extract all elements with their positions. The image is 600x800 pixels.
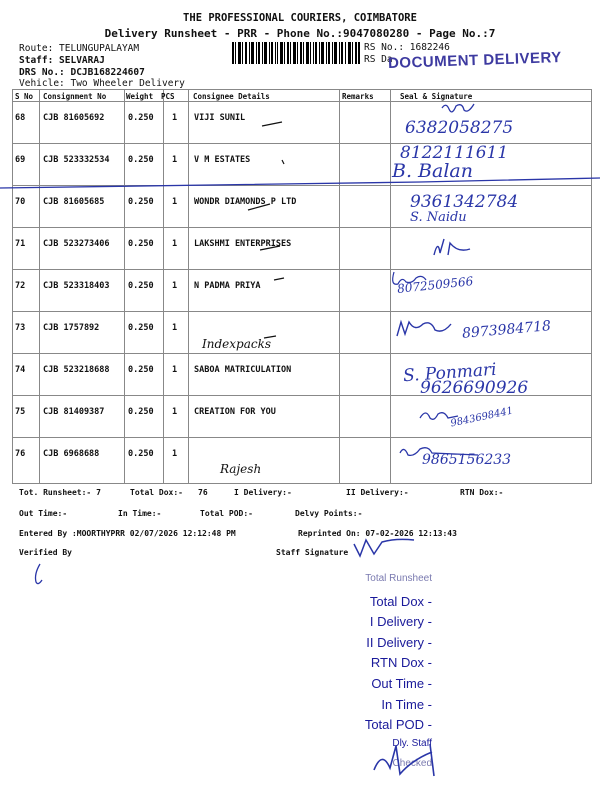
handwritten-phone-74: 9626690926 (420, 378, 529, 398)
rs-number: RS No.: 1682246 (364, 42, 450, 53)
handwritten-phone-75: 9843698441 (449, 405, 515, 430)
handwritten-phone-76: 9865156233 (422, 452, 512, 468)
checked-signature (372, 740, 452, 780)
handwritten-note-73: Indexpacks (202, 337, 272, 351)
row-consignment: CJB 81605685 (43, 197, 105, 207)
handwritten-phone-72: 8072509566 (396, 274, 474, 296)
summary-line: RTN Dox - (370, 655, 432, 671)
rs-date: RS Da (364, 54, 393, 65)
entered-by: Entered By :MOORTHYPRR 02/07/2026 12:12:48 PM (19, 529, 236, 538)
summary-line: Dly. Staff (392, 737, 432, 749)
row-consignment: CJB 523218688 (43, 365, 110, 375)
row-pcs: 1 (172, 281, 178, 291)
row-pcs: 1 (172, 365, 178, 375)
row-consignee: SABOA MATRICULATION (194, 365, 292, 375)
delvy-points: Delvy Points:- (295, 509, 363, 518)
summary-line: II Delivery - (366, 634, 432, 650)
summary-line: Out Time - (371, 675, 432, 691)
col-header-pcs: PCS (161, 92, 175, 101)
row-sno: 73 (15, 323, 26, 333)
row-consignment: CJB 523332534 (43, 155, 110, 165)
row-pcs: 1 (172, 449, 178, 459)
col-header-remarks: Remarks (342, 92, 374, 101)
drs-number: DRS No.: DCJB168224607 (19, 67, 145, 78)
col-header-signature: Seal & Signature (400, 92, 473, 101)
summary-line: Checked (392, 758, 432, 770)
in-time: In Time:- (118, 509, 162, 518)
row-pcs: 1 (172, 239, 178, 249)
staff-signature-label: Staff Signature (276, 548, 349, 557)
col-header-consignee: Consignee Details (193, 92, 270, 101)
handwritten-name-70: S. Naidu (410, 210, 467, 225)
route-label: Route: TELUNGUPALAYAM (19, 43, 140, 54)
signature-68 (440, 100, 480, 118)
ii-delivery: II Delivery:- (346, 488, 409, 497)
i-delivery: I Delivery:- (234, 488, 292, 497)
col-header-weight: Weight (126, 92, 154, 101)
out-time: Out Time:- (19, 509, 68, 518)
row-pcs: 1 (172, 113, 178, 123)
handwritten-phone-73: 8973984718 (461, 318, 552, 342)
row-weight: 0.250 (128, 239, 154, 249)
row-consignment: CJB 81409387 (43, 407, 105, 417)
row-sno: 69 (15, 155, 26, 165)
row-consignee: WONDR DIAMONDS P LTD (194, 197, 297, 207)
row-sno: 72 (15, 281, 26, 291)
row-weight: 0.250 (128, 281, 154, 291)
row-consignee: CREATION FOR YOU (194, 407, 276, 417)
row-consignee: LAKSHMI ENTERPRISES (194, 239, 292, 249)
rtn-dox: RTN Dox:- (460, 488, 504, 497)
row-pcs: 1 (172, 155, 178, 165)
row-pcs: 1 (172, 323, 178, 333)
handwritten-name-74: S. Ponmari (402, 359, 498, 387)
row-consignment: CJB 81605692 (43, 113, 105, 123)
row-weight: 0.250 (128, 113, 154, 123)
col-header-consignment: Consignment No (43, 92, 107, 101)
row-weight: 0.250 (128, 155, 154, 165)
row-consignee: VIJI SUNIL (194, 113, 246, 123)
verified-by: Verified By (19, 548, 72, 557)
runsheet-subtitle: Delivery Runsheet - PRR - Phone No.:9047080280 - Page No.:7 (104, 27, 496, 40)
total-pod: Total POD:- (200, 509, 253, 518)
handwritten-note-76: Rajesh (220, 462, 262, 476)
tick-marks (240, 100, 320, 400)
col-header-sno: S No (15, 92, 34, 101)
handwritten-name-69: B. Balan (392, 160, 473, 182)
row-consignment: CJB 523273406 (43, 239, 110, 249)
handwritten-phone-69: 8122111611 (400, 143, 509, 163)
staff-signature-mark (352, 536, 422, 560)
company-name: THE PROFESSIONAL COURIERS, COIMBATORE (183, 12, 417, 24)
tot-runsheet: Tot. Runsheet:- 7 (19, 488, 101, 497)
reprinted-on: Reprinted On: 07-02-2026 12:13:43 (298, 529, 457, 538)
summary-line: I Delivery - (369, 614, 432, 630)
row-pcs: 1 (172, 407, 178, 417)
row-consignee: N PADMA PRIYA (194, 281, 261, 291)
row-sno: 68 (15, 113, 26, 123)
signature-73 (395, 318, 455, 340)
row-sno: 71 (15, 239, 26, 249)
row-sno: 76 (15, 449, 26, 459)
row-weight: 0.250 (128, 365, 154, 375)
row-weight: 0.250 (128, 407, 154, 417)
row-sno: 74 (15, 365, 26, 375)
document-delivery-stamp: DOCUMENT DELIVERY (387, 48, 563, 73)
staff-label: Staff: SELVARAJ (19, 55, 105, 66)
handwritten-phone-68: 6382058275 (405, 118, 514, 138)
row-pcs: 1 (172, 197, 178, 207)
row-weight: 0.250 (128, 449, 154, 459)
barcode (232, 42, 360, 64)
row-consignment: CJB 1757892 (43, 323, 100, 333)
total-dox-value: 76 (198, 488, 208, 497)
total-dox: Total Dox:- (130, 488, 183, 497)
row-weight: 0.250 (128, 197, 154, 207)
row-consignee: V M ESTATES (194, 155, 251, 165)
summary-line: Total POD - (364, 717, 432, 733)
summary-line: In Time - (381, 696, 432, 712)
row-consignment: CJB 523318403 (43, 281, 110, 291)
handwritten-phone-70: 9361342784 (410, 192, 519, 212)
row-sno: 75 (15, 407, 26, 417)
signature-71 (430, 235, 500, 260)
row-sno: 70 (15, 197, 26, 207)
row-weight: 0.250 (128, 323, 154, 333)
summary-line: Total Runsheet (365, 573, 432, 584)
verified-initial (30, 562, 46, 588)
vehicle-label: Vehicle: Two Wheeler Delivery (19, 78, 185, 89)
summary-line: Total Dox - (369, 593, 432, 609)
row-consignment: CJB 6968688 (43, 449, 100, 459)
